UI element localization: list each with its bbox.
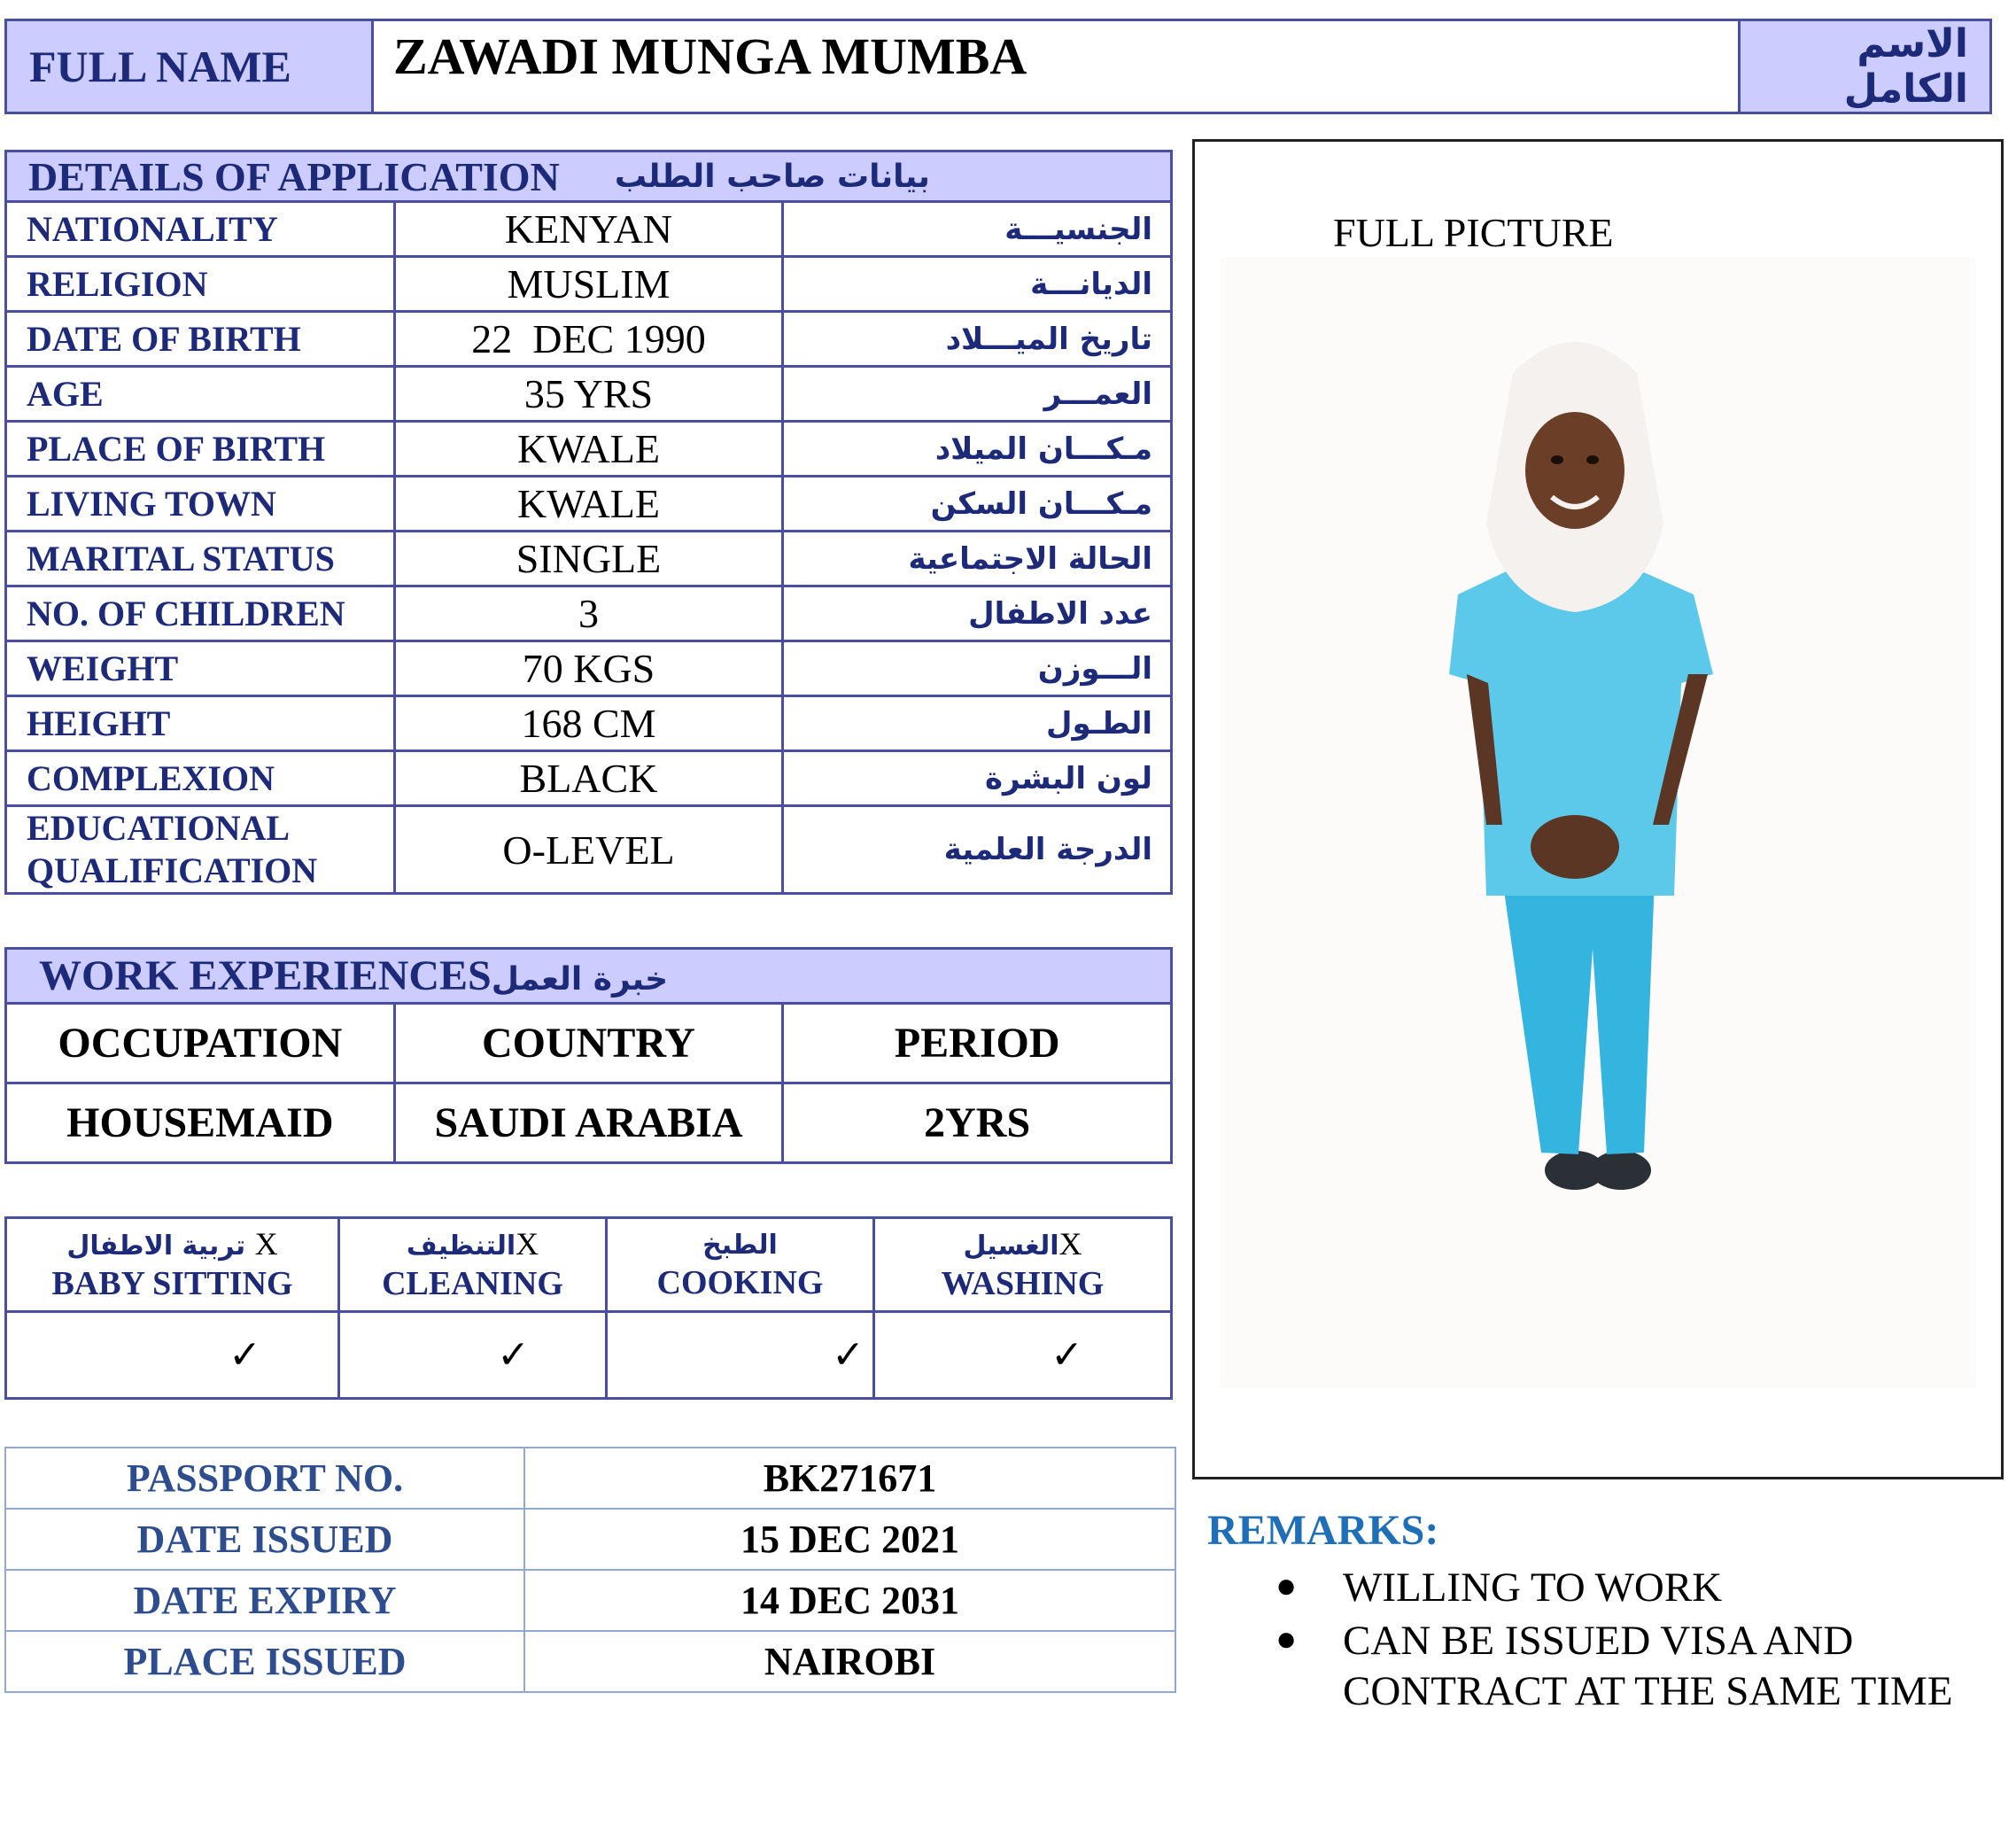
details-value: SINGLE: [394, 532, 783, 586]
details-key-ar: مـكـــان السكن: [783, 477, 1172, 532]
check-cell: [874, 1312, 1172, 1399]
details-value: O-LEVEL: [394, 806, 783, 894]
work-header-ar: خبرة العمل: [491, 961, 669, 998]
full-picture: [1221, 258, 1975, 1388]
skill-ar: الطبخ: [702, 1229, 778, 1261]
details-table: [4, 150, 1173, 895]
details-value: BLACK: [394, 751, 783, 806]
passport-value: BK271671: [524, 1448, 1175, 1509]
details-row: [6, 532, 1172, 586]
details-row: [6, 202, 1172, 257]
details-row: [6, 477, 1172, 532]
details-value: KWALE: [394, 422, 783, 477]
details-key-ar: العمـــر: [783, 367, 1172, 422]
full-name-value: ZAWADI MUNGA MUMBA: [373, 20, 1740, 113]
check-icon: ✓: [1051, 1333, 1083, 1377]
details-key: AGE: [6, 367, 395, 422]
passport-key: PASSPORT NO.: [5, 1448, 524, 1509]
work-row: [6, 1083, 1172, 1163]
details-key: COMPLEXION: [6, 751, 395, 806]
details-value: KENYAN: [394, 202, 783, 257]
skills-table: [4, 1216, 1173, 1400]
check-cell: [607, 1312, 874, 1399]
details-key-ar: لون البشرة: [783, 751, 1172, 806]
details-row: [6, 312, 1172, 367]
details-value: MUSLIM: [394, 257, 783, 312]
passport-row: [5, 1631, 1175, 1692]
details-value: 168 CM: [394, 696, 783, 751]
skill-en: BABY SITTING: [51, 1265, 293, 1302]
details-key: HEIGHT: [6, 696, 395, 751]
photo-label: FULL PICTURE: [1333, 210, 1614, 255]
work-column-header: PERIOD: [783, 1004, 1172, 1083]
work-columns-row: [6, 1004, 1172, 1083]
person-figure-icon: [1221, 258, 1975, 1388]
skill-prefix: X: [1058, 1226, 1082, 1262]
details-key-ar: الطـول: [783, 696, 1172, 751]
passport-key: DATE ISSUED: [5, 1509, 524, 1570]
full-name-bar: [4, 19, 1992, 114]
skill-ar: الغسيل: [963, 1231, 1059, 1262]
details-key: EDUCATIONAL QUALIFICATION: [6, 806, 395, 894]
passport-value: NAIROBI: [524, 1631, 1175, 1692]
skill-header: [607, 1218, 874, 1312]
details-row: [6, 806, 1172, 894]
details-header: DETAILS OF APPLICATION: [28, 153, 560, 199]
work-column-header: OCCUPATION: [6, 1004, 395, 1083]
skill-ar: تربية الاطفال: [66, 1231, 246, 1262]
remark-item: WILLING TO WORK: [1343, 1565, 1723, 1611]
skills-check-row: [6, 1312, 1172, 1399]
passport-value: 15 DEC 2021: [524, 1509, 1175, 1570]
details-row: [6, 751, 1172, 806]
work-cell: SAUDI ARABIA: [394, 1083, 783, 1163]
skill-header: [874, 1218, 1172, 1312]
work-experience-table: [4, 947, 1173, 1164]
details-key: PLACE OF BIRTH: [6, 422, 395, 477]
details-key-ar: الجنسيـــة: [783, 202, 1172, 257]
skill-en: COOKING: [656, 1263, 824, 1301]
skill-prefix: X: [516, 1226, 539, 1262]
work-cell: HOUSEMAID: [6, 1083, 395, 1163]
details-row: [6, 257, 1172, 312]
details-key: NO. OF CHILDREN: [6, 586, 395, 641]
skill-ar: التنظيف: [406, 1231, 516, 1262]
details-key-ar: الدرجة العلمية: [783, 806, 1172, 894]
full-name-label-ar: الاسم الكامل: [1740, 20, 1991, 113]
details-key-ar: الـــوزن: [783, 641, 1172, 696]
details-row: [6, 696, 1172, 751]
work-header-row: [6, 949, 1172, 1004]
skills-header-row: [6, 1218, 1172, 1312]
details-key: DATE OF BIRTH: [6, 312, 395, 367]
skill-header: [6, 1218, 339, 1312]
skill-header: [339, 1218, 607, 1312]
passport-row: [5, 1448, 1175, 1509]
details-value: KWALE: [394, 477, 783, 532]
details-header-ar: بيانات صاحب الطلب: [614, 158, 930, 195]
details-row: [6, 641, 1172, 696]
passport-table: [4, 1447, 1176, 1693]
skill-prefix: X: [254, 1226, 278, 1262]
details-key: WEIGHT: [6, 641, 395, 696]
details-value: 3: [394, 586, 783, 641]
check-icon: ✓: [229, 1333, 261, 1377]
work-cell: 2YRS: [783, 1083, 1172, 1163]
passport-value: 14 DEC 2031: [524, 1570, 1175, 1631]
details-row: [6, 422, 1172, 477]
skill-en: WASHING: [941, 1265, 1105, 1302]
remark-item: CAN BE ISSUED VISA AND: [1343, 1618, 1854, 1664]
details-row: [6, 367, 1172, 422]
details-value: 70 KGS: [394, 641, 783, 696]
details-key-ar: مـكـــان الميلاد: [783, 422, 1172, 477]
details-key: RELIGION: [6, 257, 395, 312]
passport-key: PLACE ISSUED: [5, 1631, 524, 1692]
check-cell: [6, 1312, 339, 1399]
full-name-label: FULL NAME: [6, 20, 373, 113]
bullet-icon: ●: [1276, 1565, 1298, 1605]
passport-row: [5, 1509, 1175, 1570]
remark-item: CONTRACT AT THE SAME TIME: [1343, 1668, 1953, 1714]
bullet-icon: ●: [1276, 1619, 1298, 1658]
skill-en: CLEANING: [382, 1265, 563, 1302]
details-key-ar: الديانـــة: [783, 257, 1172, 312]
details-row: [6, 586, 1172, 641]
details-value: 22 DEC 1990: [394, 312, 783, 367]
work-header: WORK EXPERIENCES: [39, 952, 492, 999]
check-cell: [339, 1312, 607, 1399]
details-key-ar: عدد الاطفال: [783, 586, 1172, 641]
details-key: LIVING TOWN: [6, 477, 395, 532]
check-icon: ✓: [832, 1333, 865, 1377]
details-key-ar: تاريخ الميـــلاد: [783, 312, 1172, 367]
check-icon: ✓: [497, 1333, 530, 1377]
passport-row: [5, 1570, 1175, 1631]
remarks-title: REMARKS:: [1207, 1507, 1439, 1554]
passport-key: DATE EXPIRY: [5, 1570, 524, 1631]
details-key-ar: الحالة الاجتماعية: [783, 532, 1172, 586]
details-header-row: [6, 151, 1172, 202]
work-column-header: COUNTRY: [394, 1004, 783, 1083]
details-key: MARITAL STATUS: [6, 532, 395, 586]
details-key: NATIONALITY: [6, 202, 395, 257]
details-value: 35 YRS: [394, 367, 783, 422]
